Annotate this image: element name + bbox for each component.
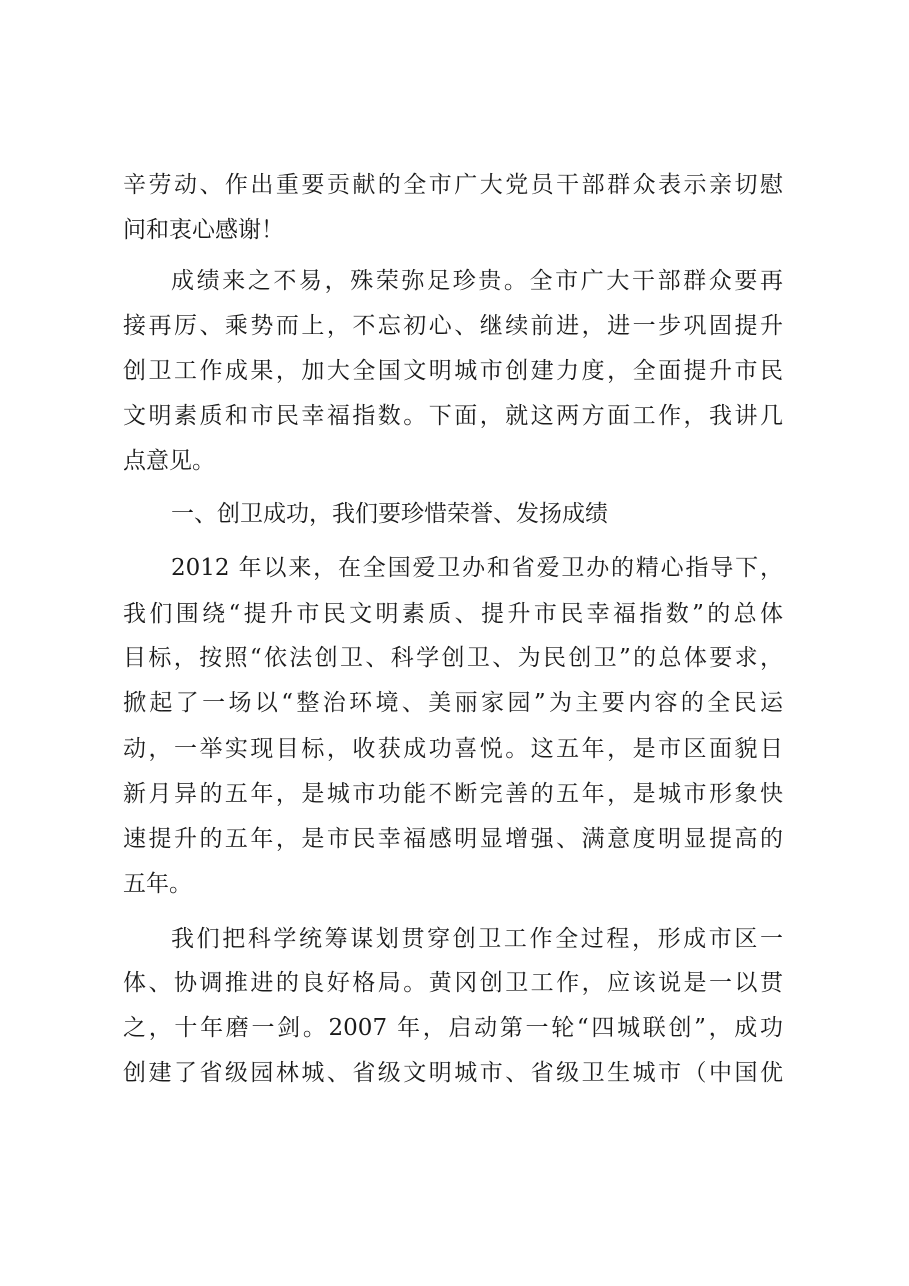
text-line: 之，十年磨一剑。2007 年，启动第一轮“四城联创”，成功	[123, 1015, 783, 1041]
text-line: 创建了省级园林城、省级文明城市、省级卫生城市（中国优	[123, 1060, 783, 1086]
text-line: 点意见。	[123, 448, 215, 474]
text-line: 接再厉、乘势而上，不忘初心、继续前进，进一步巩固提升	[123, 313, 783, 339]
text-line: 问和衷心感谢！	[123, 217, 284, 243]
text-line: 文明素质和市民幸福指数。下面，就这两方面工作，我讲几	[123, 403, 783, 429]
text-line: 创卫工作成果，加大全国文明城市创建力度，全面提升市民	[123, 358, 783, 384]
text-line: 我们围绕“提升市民文明素质、提升市民幸福指数”的总体	[123, 601, 783, 627]
paragraph-first-line: 成绩来之不易，殊荣弥足珍贵。全市广大干部群众要再	[171, 268, 783, 294]
paragraph-first-line: 2012 年以来，在全国爱卫办和省爱卫办的精心指导下，	[171, 555, 783, 581]
text-line: 速提升的五年，是市民幸福感明显增强、满意度明显提高的	[123, 826, 783, 852]
text-line: 五年。	[123, 871, 192, 897]
paragraph-first-line: 我们把科学统筹谋划贯穿创卫工作全过程，形成市区一	[171, 926, 783, 952]
text-line: 新月异的五年，是城市功能不断完善的五年，是城市形象快	[123, 781, 783, 807]
text-line: 掀起了一场以“整治环境、美丽家园”为主要内容的全民运	[123, 690, 783, 716]
text-line: 目标，按照“依法创卫、科学创卫、为民创卫”的总体要求，	[123, 645, 783, 671]
text-line: 体、协调推进的良好格局。黄冈创卫工作，应该说是一以贯	[123, 970, 783, 996]
section-heading: 一、创卫成功，我们要珍惜荣誉、发扬成绩	[171, 501, 608, 527]
text-line: 辛劳动、作出重要贡献的全市广大党员干部群众表示亲切慰	[123, 172, 783, 198]
text-line: 动，一举实现目标，收获成功喜悦。这五年，是市区面貌日	[123, 736, 783, 762]
